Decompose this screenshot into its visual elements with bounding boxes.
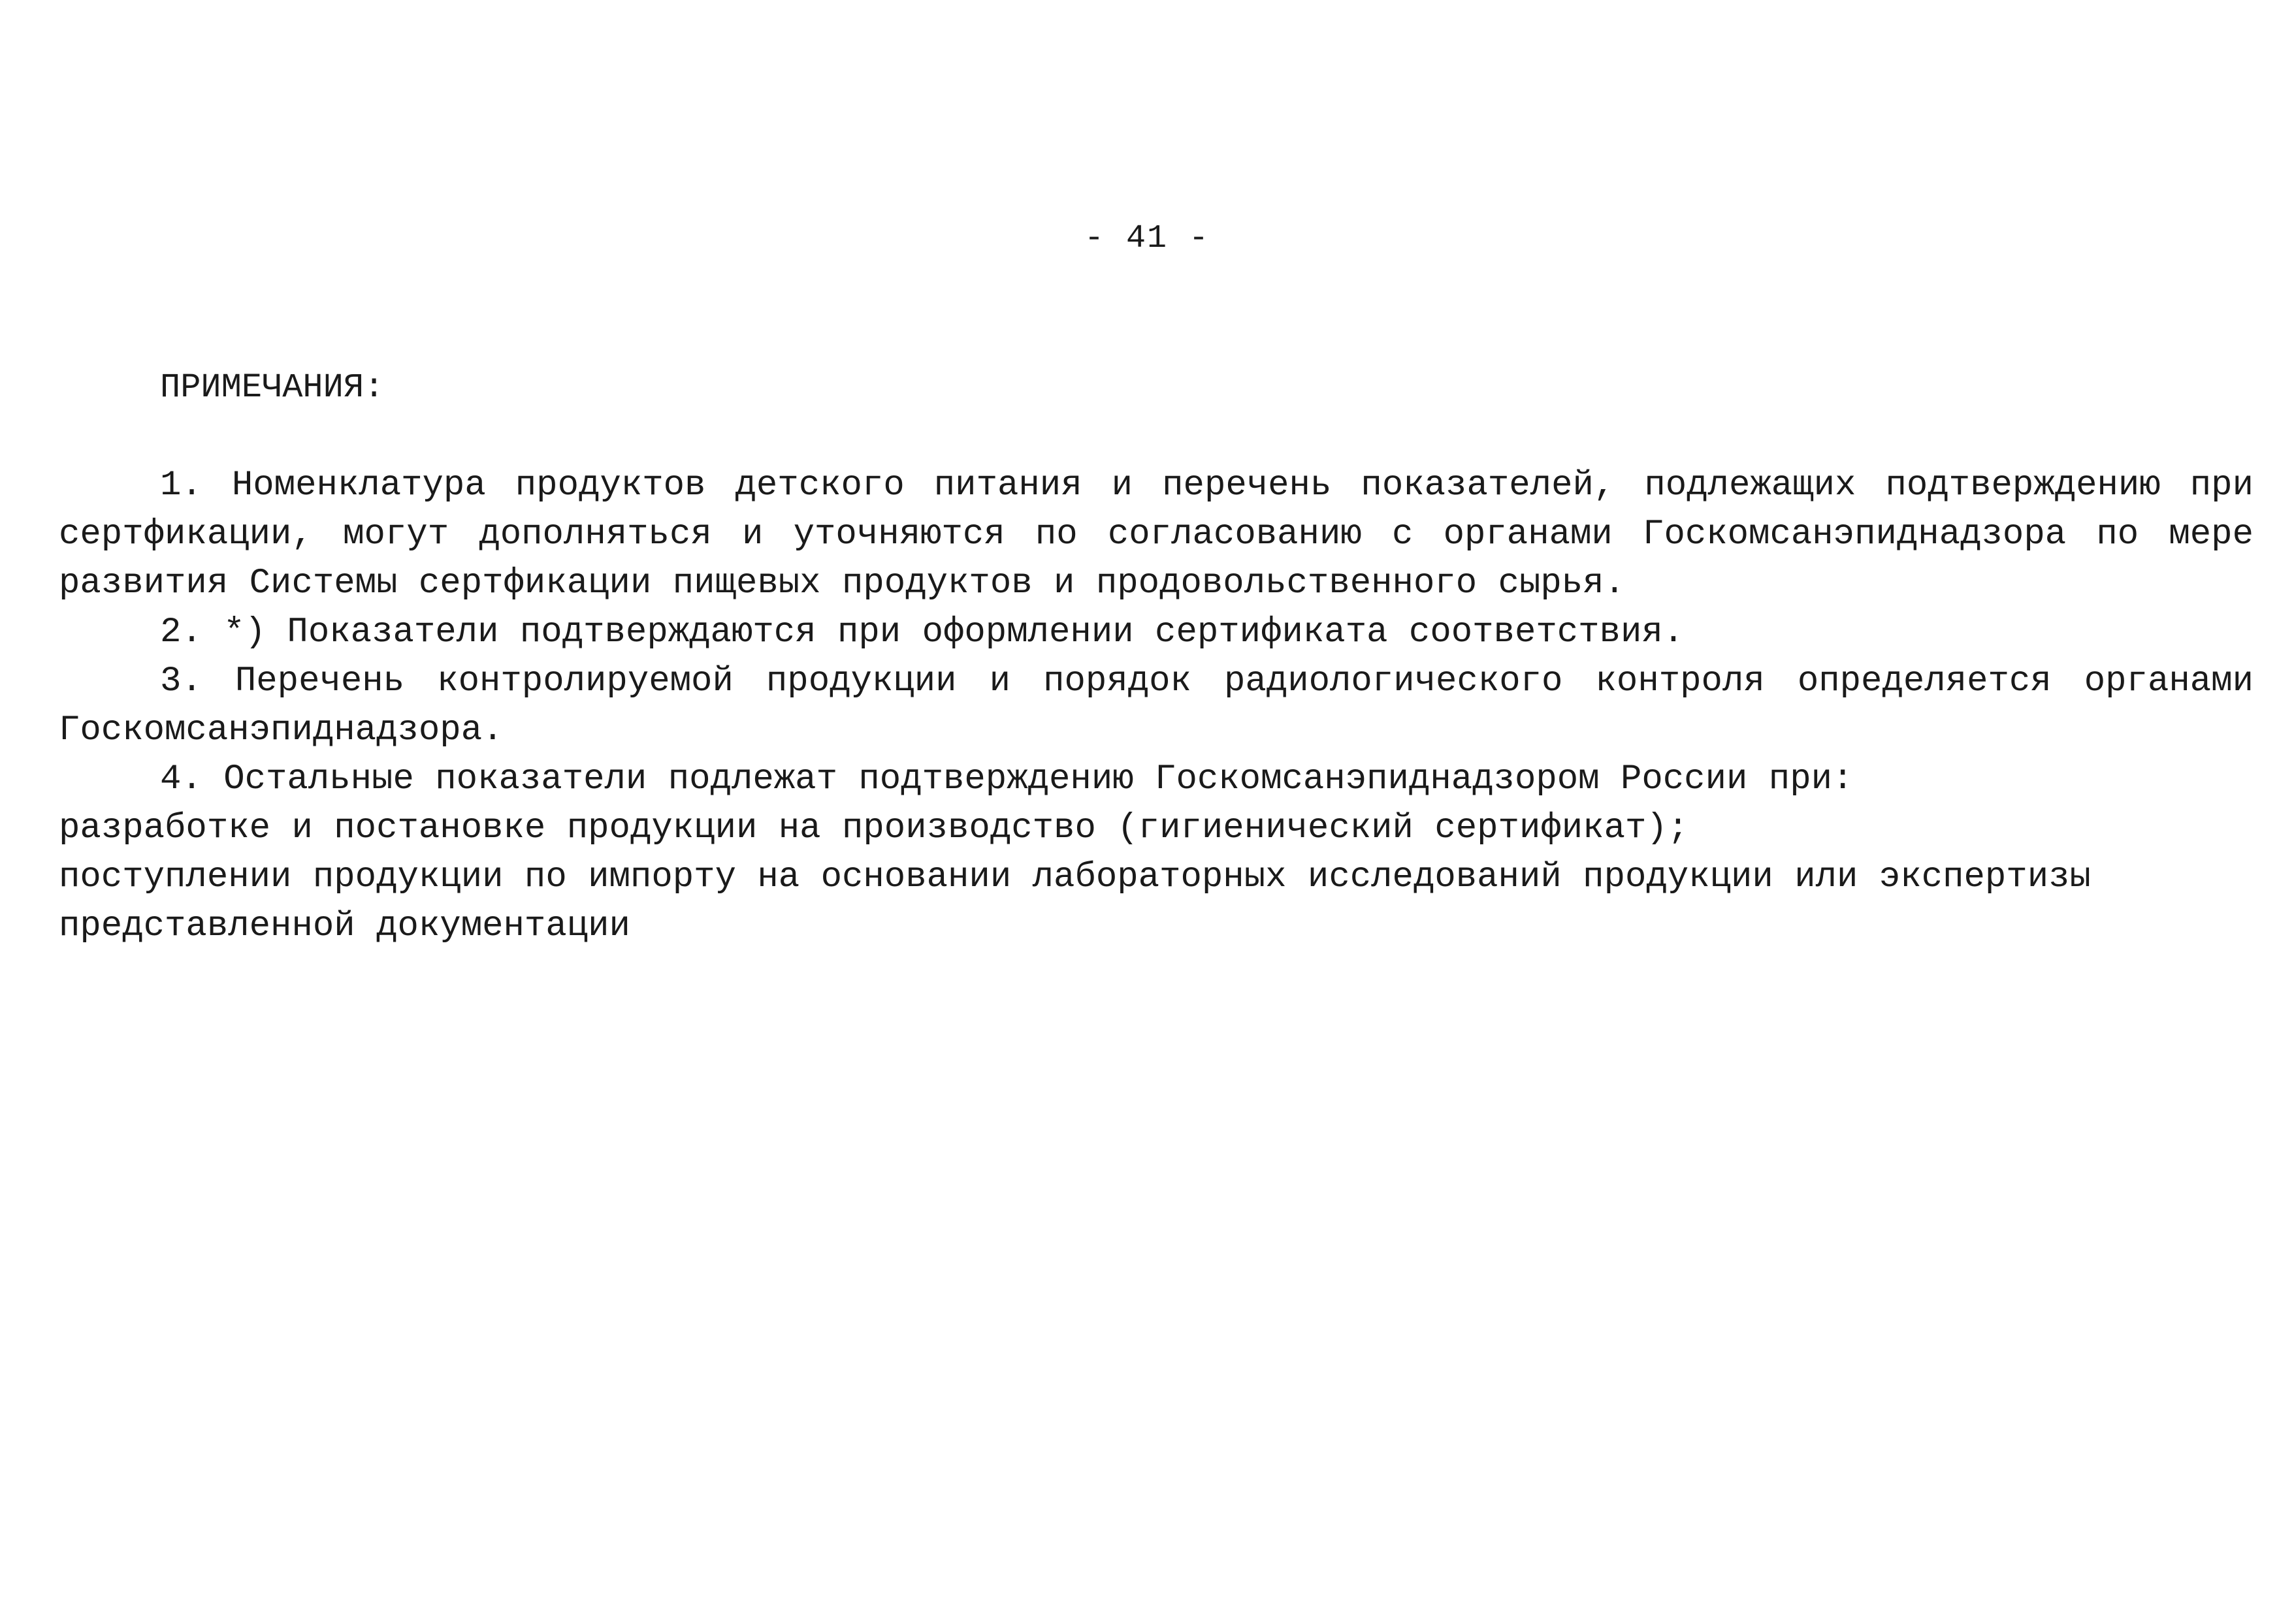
note-4: 4. Остальные показатели подлежат подтверждению Госкомсанэпиднадзором России при: <box>160 759 1854 799</box>
note-2: 2. *) Показатели подтверждаются при оформлении сертификата соответствия. <box>160 613 1685 652</box>
note-1: 1. Номенклатура продуктов детского питания и перечень показателей, подлежащих подтверждению при сертфикации, могут дополняться и уточняются по согласованию с органами Госкомсанэпиднадзора по мере развития Системы сертфикации пищевых продуктов и продовольственного сырья. <box>59 466 2254 603</box>
notes-body <box>59 461 2254 951</box>
note-4-sub-item-1: разработке и постановке продукции на производство (гигиенический сертификат); <box>59 808 1689 848</box>
note-4-sub-item-2: поступлении продукции по импорту на основании лабораторных исследований продукции или экспертизы представленной документации <box>59 857 2091 946</box>
note-3: 3. Перечень контролируемой продукции и порядок радиологического контроля определяется органами Госкомсанэпиднадзора. <box>59 661 2254 750</box>
notes-heading: ПРИМЕЧАНИЯ: <box>160 368 385 407</box>
page-number: - 41 - <box>1084 220 1210 257</box>
